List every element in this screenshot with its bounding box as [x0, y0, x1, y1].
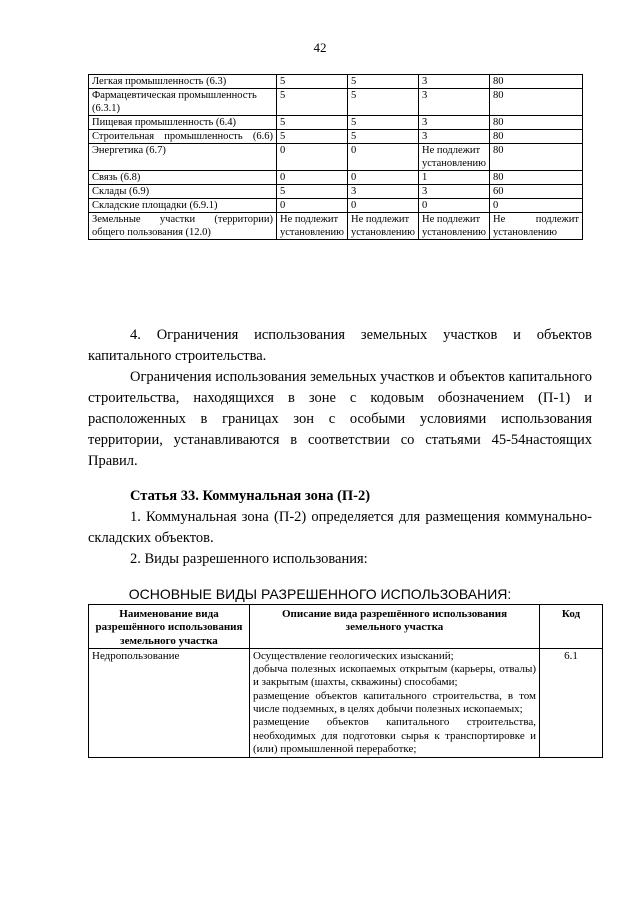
table-row — [89, 185, 583, 199]
table-cell: 5 — [277, 185, 348, 199]
table-cell: 80 — [490, 144, 583, 171]
table-cell-name: Легкая промышленность (6.3) — [89, 75, 277, 89]
table-cell: 5 — [277, 116, 348, 130]
table-cell: 0 — [490, 199, 583, 213]
table-row — [89, 130, 583, 144]
table-row — [89, 116, 583, 130]
table-cell: 5 — [348, 116, 419, 130]
table-cell: 0 — [348, 199, 419, 213]
table-row — [89, 648, 603, 757]
table-row — [89, 213, 583, 240]
table-cell: 5 — [348, 89, 419, 116]
table-cell: 5 — [277, 130, 348, 144]
table-cell: 3 — [419, 89, 490, 116]
table-row — [89, 89, 583, 116]
table-cell: 3 — [419, 185, 490, 199]
table-cell-name: Фармацевтическая промышленность (6.3.1) — [89, 89, 277, 116]
table-cell: 80 — [490, 171, 583, 185]
table-cell: Не подлежит установлению — [277, 213, 348, 240]
table-cell: 5 — [348, 75, 419, 89]
table-cell: 0 — [277, 199, 348, 213]
table-cell: 5 — [277, 89, 348, 116]
table-header-row — [89, 605, 603, 649]
description-line: размещение объектов капитального строительства, в том числе подземных, в целях добычи полезных ископаемых; — [253, 689, 536, 716]
use-name: Недропользование — [89, 648, 250, 757]
permitted-use-table — [88, 604, 603, 758]
article-heading: Статья 33. Коммунальная зона (П-2) — [130, 488, 371, 504]
paragraph-restrictions-title: 4. Ограничения использования земельных участков и объектов капитального строительства. — [88, 327, 592, 364]
table-cell: Не подлежит установлению — [490, 213, 583, 240]
table-cell: 80 — [490, 89, 583, 116]
table-cell: 0 — [277, 144, 348, 171]
table-cell: 80 — [490, 75, 583, 89]
table-cell: Не подлежит установлению — [419, 144, 490, 171]
use-description — [250, 648, 540, 757]
table-cell: 3 — [419, 130, 490, 144]
page-number: 42 — [313, 40, 327, 55]
paragraph-zone-purpose: 1. Коммунальная зона (П-2) определяется для размещения коммунально-складских объектов. — [88, 509, 592, 546]
table-cell: 3 — [419, 75, 490, 89]
table-cell: Не подлежит установлению — [348, 213, 419, 240]
table-cell: 60 — [490, 185, 583, 199]
table-cell: 0 — [277, 171, 348, 185]
column-header-description: Описание вида разрешённого использования земельного участка — [250, 605, 540, 649]
table-cell: 0 — [419, 199, 490, 213]
table-cell-name: Земельные участки (территории) общего пользования (12.0) — [89, 213, 277, 240]
table-cell: 0 — [348, 144, 419, 171]
table-cell-name: Строительная промышленность (6.6) — [89, 130, 277, 144]
section-caption: ОСНОВНЫЕ ВИДЫ РАЗРЕШЕННОГО ИСПОЛЬЗОВАНИЯ: — [128, 586, 512, 602]
table-cell: 0 — [348, 171, 419, 185]
description-line: размещение объектов капитального строительства, необходимых для подготовки сырья к транспортировке и (или) промышленной переработке; — [253, 716, 536, 755]
table-cell-name: Складские площадки (6.9.1) — [89, 199, 277, 213]
table-cell: 3 — [348, 185, 419, 199]
table-row — [89, 144, 583, 171]
description-line: добыча полезных ископаемых открытым (карьеры, отвалы) и закрытым (шахты, скважины) способами; — [253, 663, 536, 689]
table-cell: 80 — [490, 116, 583, 130]
table-row — [89, 75, 583, 89]
zone-parameters-table — [88, 74, 583, 240]
column-header-name: Наименование вида разрешённого использования земельного участка — [89, 605, 250, 649]
table-cell-name: Энергетика (6.7) — [89, 144, 277, 171]
column-header-code: Код — [540, 605, 603, 649]
table-cell: 5 — [348, 130, 419, 144]
table-cell: 5 — [277, 75, 348, 89]
table-cell: 1 — [419, 171, 490, 185]
paragraph-use-types: 2. Виды разрешенного использования: — [130, 551, 368, 567]
table-cell-name: Пищевая промышленность (6.4) — [89, 116, 277, 130]
use-code: 6.1 — [540, 648, 603, 757]
table-cell: 80 — [490, 130, 583, 144]
table-cell-name: Связь (6.8) — [89, 171, 277, 185]
table-row — [89, 199, 583, 213]
paragraph-restrictions: Ограничения использования земельных участков и объектов капитального строительства, находящихся в зоне с кодовым обозначением (П-1) и расположенных в границах зон с особыми условиями использования территории, устанавливаются в соответствии со статьями 45-54настоящих Правил. — [88, 369, 592, 469]
table-cell-name: Склады (6.9) — [89, 185, 277, 199]
description-line: Осуществление геологических изысканий; — [253, 649, 454, 662]
table-cell: Не подлежит установлению — [419, 213, 490, 240]
table-row — [89, 171, 583, 185]
table-cell: 3 — [419, 116, 490, 130]
